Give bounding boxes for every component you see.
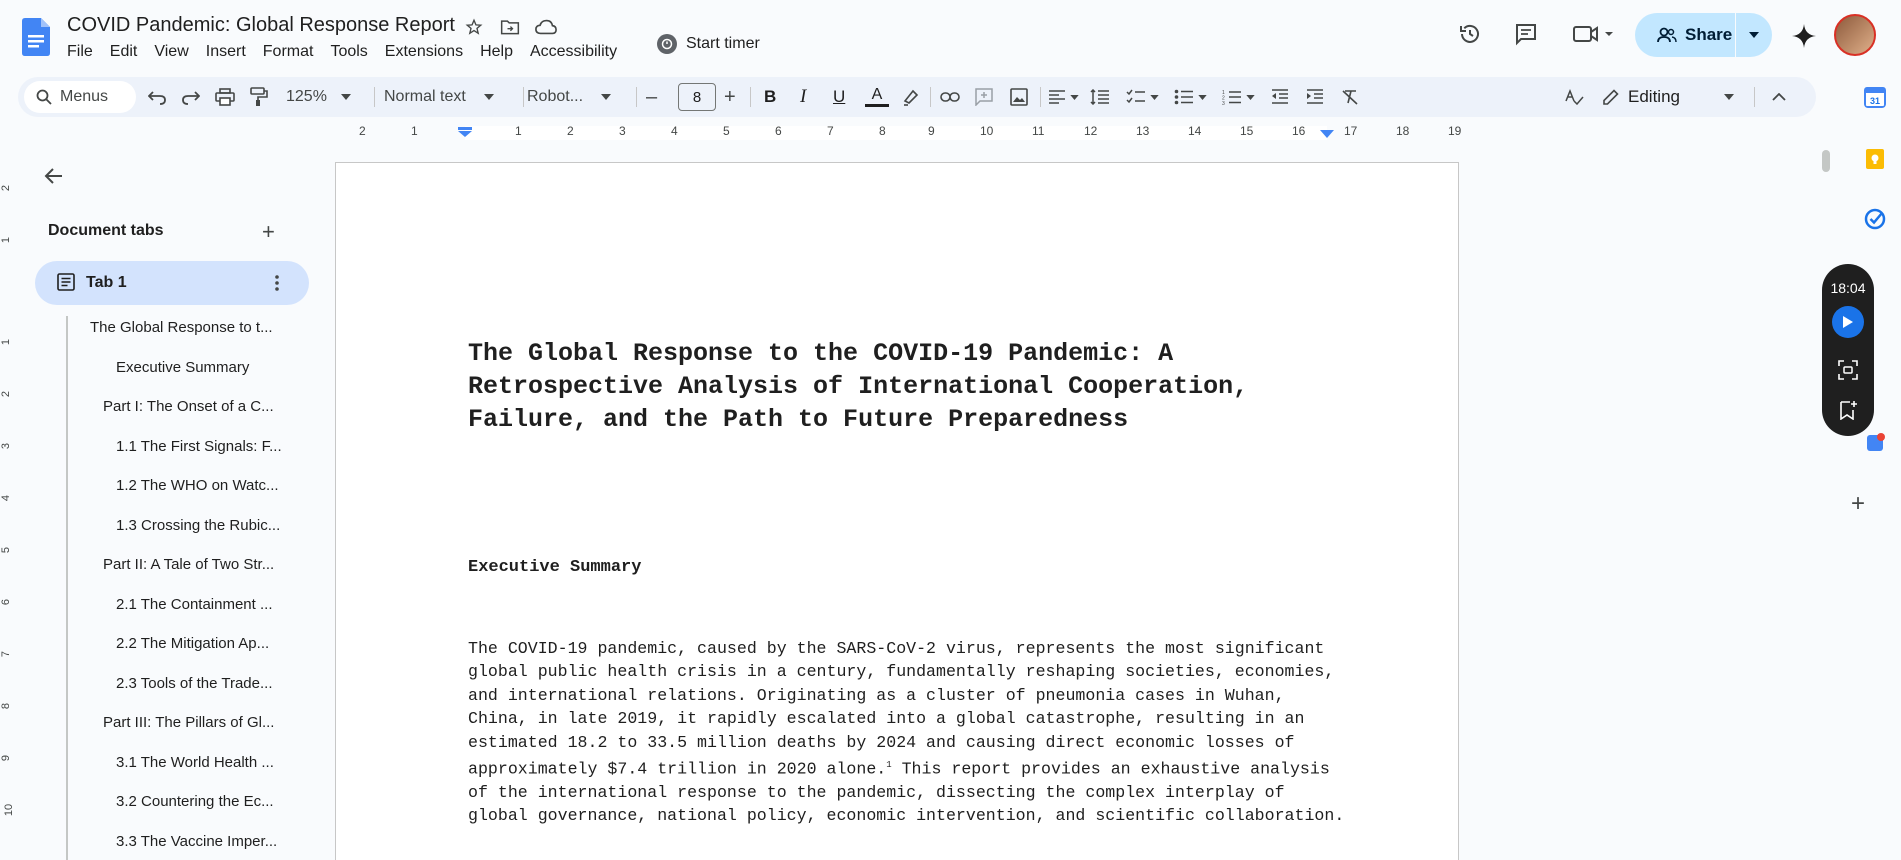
line-spacing-icon[interactable] bbox=[1090, 77, 1110, 117]
menu-view[interactable]: View bbox=[154, 43, 189, 60]
outline-item[interactable]: 1.3 Crossing the Rubic... bbox=[116, 517, 281, 534]
extension-addon-icon[interactable] bbox=[1864, 432, 1886, 454]
decrease-indent-icon[interactable] bbox=[1271, 77, 1289, 117]
move-folder-icon[interactable] bbox=[499, 16, 521, 38]
body-text: The COVID-19 pandemic, caused by the SARS-CoV-2 virus, represents the most significant global public health crisis in a century, fundamentally reshaping societies, economies, and international relations. Originating as a cluster of pneumonia cases in Wuhan, China, in late 2019, it rapidly escalated into a global catastrophe, resulting in an estimated 18.2 to 33.5 million deaths by 2024 and causing direct economic losses of approximately $7.4 trillion in 2020 alone. bbox=[468, 639, 1335, 779]
section-heading: Executive Summary bbox=[468, 558, 642, 577]
font-size-input[interactable]: 8 bbox=[678, 83, 716, 111]
comments-icon[interactable] bbox=[1506, 14, 1546, 54]
ruler-number: 8 bbox=[879, 124, 886, 138]
editing-mode-label: Editing bbox=[1628, 87, 1680, 106]
caret-down-icon bbox=[601, 94, 611, 100]
numbered-list-icon bbox=[1222, 89, 1242, 105]
document-title[interactable]: COVID Pandemic: Global Response Report bbox=[67, 14, 455, 36]
caret-down-icon bbox=[1070, 95, 1079, 100]
ruler-number: 19 bbox=[1448, 124, 1462, 138]
ruler-number: 5 bbox=[0, 546, 13, 554]
version-history-icon[interactable] bbox=[1450, 14, 1490, 54]
svg-text:2: 2 bbox=[1222, 95, 1225, 102]
ruler-number: 6 bbox=[0, 598, 13, 606]
outline-item[interactable]: Executive Summary bbox=[116, 359, 250, 376]
add-tab-icon[interactable]: + bbox=[262, 219, 275, 244]
editing-mode-select[interactable] bbox=[1602, 77, 1734, 117]
gemini-sparkle-icon[interactable] bbox=[1790, 22, 1818, 50]
caret-down-icon bbox=[1749, 32, 1759, 38]
paragraph-style-value: Normal text bbox=[384, 88, 466, 105]
toolbar-divider bbox=[636, 87, 637, 107]
svg-text:31: 31 bbox=[1870, 96, 1881, 106]
print-icon[interactable] bbox=[215, 77, 235, 117]
caret-down-icon bbox=[1150, 95, 1159, 100]
spelling-check-icon[interactable] bbox=[1564, 77, 1584, 117]
zoom-value: 125% bbox=[286, 88, 327, 105]
ruler-number: 3 bbox=[0, 442, 13, 450]
ruler-number: 12 bbox=[1084, 124, 1098, 138]
screenshot-icon[interactable] bbox=[1838, 360, 1858, 380]
header-actions bbox=[1450, 14, 1622, 54]
menu-extensions[interactable]: Extensions bbox=[384, 43, 464, 60]
ruler-number: 4 bbox=[0, 494, 13, 502]
toolbar-divider bbox=[1754, 87, 1755, 107]
insert-link-icon[interactable] bbox=[940, 77, 960, 117]
decrease-font-size-icon[interactable]: – bbox=[646, 85, 658, 108]
ruler-number: 2 bbox=[567, 124, 574, 138]
right-indent-marker-icon[interactable] bbox=[1320, 130, 1334, 138]
ruler-number: 9 bbox=[928, 124, 935, 138]
ruler-number: 8 bbox=[0, 702, 13, 710]
ruler-number: 2 bbox=[359, 124, 366, 138]
ruler-number: 18 bbox=[1396, 124, 1410, 138]
menu-format[interactable]: Format bbox=[262, 43, 314, 60]
menu-help[interactable]: Help bbox=[480, 43, 513, 60]
document-page[interactable] bbox=[335, 162, 1459, 860]
more-vert-icon[interactable] bbox=[265, 271, 289, 295]
insert-image-icon[interactable] bbox=[1010, 77, 1028, 117]
share-button[interactable] bbox=[1635, 13, 1772, 57]
outline-item[interactable]: 2.3 Tools of the Trade... bbox=[116, 675, 273, 692]
text-color-icon[interactable]: A bbox=[865, 77, 889, 117]
toolbar-divider bbox=[374, 87, 375, 107]
pencil-icon bbox=[1602, 88, 1620, 106]
ruler-number: 3 bbox=[619, 124, 626, 138]
calendar-icon[interactable] bbox=[1864, 86, 1886, 108]
timer-icon bbox=[657, 34, 677, 54]
toolbar-divider bbox=[750, 87, 751, 107]
underline-icon[interactable]: U bbox=[833, 87, 846, 106]
search-menus-label: Menus bbox=[60, 88, 109, 105]
paint-format-icon[interactable] bbox=[250, 77, 268, 117]
tasks-icon[interactable] bbox=[1864, 208, 1886, 230]
highlight-icon[interactable] bbox=[902, 77, 920, 117]
people-icon bbox=[1657, 27, 1677, 43]
outline-guide-line bbox=[66, 316, 68, 860]
menu-bar bbox=[67, 43, 634, 61]
cloud-saved-icon[interactable] bbox=[535, 16, 557, 38]
caret-down-icon bbox=[1724, 94, 1734, 100]
ruler-number: 15 bbox=[1240, 124, 1254, 138]
align-select[interactable] bbox=[1048, 77, 1079, 117]
collapse-menus-icon[interactable] bbox=[1772, 77, 1786, 117]
keep-icon[interactable] bbox=[1864, 148, 1886, 170]
add-comment-icon[interactable] bbox=[975, 77, 993, 117]
toolbar bbox=[18, 77, 1816, 117]
redo-icon[interactable] bbox=[182, 77, 200, 117]
bookmark-add-icon[interactable] bbox=[1838, 400, 1858, 420]
ruler-number: 2 bbox=[0, 390, 13, 398]
outline-item[interactable]: 3.3 The Vaccine Imper... bbox=[116, 833, 278, 850]
zoom-select[interactable] bbox=[286, 77, 351, 117]
share-label: Share bbox=[1685, 25, 1733, 44]
font-family-value: Robot... bbox=[527, 88, 584, 105]
tab-1[interactable] bbox=[35, 261, 309, 305]
numbered-list-select[interactable] bbox=[1222, 77, 1255, 117]
ruler-number: 1 bbox=[0, 338, 13, 346]
vertical-ruler bbox=[0, 150, 18, 860]
start-timer-button[interactable] bbox=[657, 34, 760, 54]
document-heading: The Global Response to the COVID-19 Pandemic: A Retrospective Analysis of International Cooperation, Failure, and the Path to Future Preparedness bbox=[468, 339, 1249, 434]
ruler-number: 16 bbox=[1292, 124, 1306, 138]
horizontal-ruler[interactable] bbox=[335, 120, 1462, 142]
caret-down-icon bbox=[484, 94, 494, 100]
ruler-number: 14 bbox=[1188, 124, 1202, 138]
back-arrow-icon[interactable] bbox=[42, 164, 66, 188]
outline-item[interactable]: Part I: The Onset of a C... bbox=[103, 398, 274, 415]
italic-icon[interactable]: I bbox=[800, 86, 807, 107]
timer-label: Start timer bbox=[686, 35, 760, 52]
body-paragraph bbox=[468, 637, 1348, 828]
title-icons bbox=[463, 16, 557, 38]
outline-item[interactable]: 1.2 The WHO on Watc... bbox=[116, 477, 279, 494]
add-side-app-icon[interactable]: + bbox=[1851, 490, 1866, 517]
share-main[interactable] bbox=[1635, 13, 1735, 57]
meet-icon[interactable] bbox=[1566, 14, 1622, 54]
checklist-select[interactable] bbox=[1126, 77, 1159, 117]
menu-file[interactable]: File bbox=[67, 43, 93, 60]
document-tabs-title: Document tabs bbox=[48, 222, 164, 239]
outline-item[interactable]: 1.1 The First Signals: F... bbox=[116, 438, 282, 455]
outline-item[interactable]: 2.1 The Containment ... bbox=[116, 596, 273, 613]
bulleted-list-select[interactable] bbox=[1174, 77, 1207, 117]
search-icon bbox=[36, 89, 52, 105]
play-icon[interactable] bbox=[1832, 306, 1864, 338]
ruler-number: 13 bbox=[1136, 124, 1150, 138]
outline-item[interactable]: 3.2 Countering the Ec... bbox=[116, 793, 274, 810]
ruler-number: 1 bbox=[515, 124, 522, 138]
svg-text:1: 1 bbox=[1222, 90, 1225, 96]
star-icon[interactable] bbox=[463, 16, 485, 38]
menu-edit[interactable]: Edit bbox=[109, 43, 138, 60]
ruler-number: 9 bbox=[0, 754, 13, 762]
ruler-number: 5 bbox=[723, 124, 730, 138]
undo-icon[interactable] bbox=[148, 77, 166, 117]
toolbar-divider bbox=[1040, 87, 1041, 107]
tab-1-label: Tab 1 bbox=[86, 274, 127, 291]
ruler-number: 1 bbox=[0, 236, 13, 244]
caret-down-icon bbox=[341, 94, 351, 100]
footnote-marker[interactable]: 1 bbox=[886, 760, 892, 771]
ruler-number: 11 bbox=[1032, 124, 1045, 138]
align-left-icon bbox=[1048, 90, 1066, 104]
outline-item[interactable]: 2.2 The Mitigation Ap... bbox=[116, 635, 270, 652]
increase-font-size-icon[interactable]: + bbox=[724, 85, 736, 108]
tab-document-icon bbox=[57, 273, 75, 291]
ruler-number: 1 bbox=[411, 124, 418, 138]
toolbar-divider bbox=[930, 87, 931, 107]
outline-item[interactable]: 3.1 The World Health ... bbox=[116, 754, 274, 771]
outline-item[interactable]: Part III: The Pillars of Gl... bbox=[103, 714, 275, 731]
bulleted-list-icon bbox=[1174, 89, 1194, 105]
bold-icon[interactable]: B bbox=[764, 87, 777, 106]
caret-down-icon bbox=[1198, 95, 1207, 100]
ruler-number: 6 bbox=[775, 124, 782, 138]
ruler-number: 10 bbox=[3, 803, 16, 817]
share-dropdown[interactable] bbox=[1736, 32, 1772, 38]
ruler-number: 7 bbox=[827, 124, 834, 138]
ruler-number: 10 bbox=[980, 124, 994, 138]
body-text-continued: This report provides an exhaustive analysis of the international response to the pandemic, dissecting the complex interplay of global governance, national policy, economic intervention, and scientific collaboration. bbox=[468, 759, 1345, 826]
increase-indent-icon[interactable] bbox=[1306, 77, 1324, 117]
docs-logo-icon[interactable] bbox=[22, 18, 50, 56]
search-menus-input[interactable] bbox=[24, 81, 136, 113]
checklist-icon bbox=[1126, 89, 1146, 105]
caret-down-icon bbox=[1246, 95, 1255, 100]
toolbar-divider bbox=[523, 87, 524, 107]
document-tabs-sidebar bbox=[26, 150, 326, 860]
menu-tools[interactable]: Tools bbox=[330, 43, 368, 60]
ruler-number: 17 bbox=[1344, 124, 1358, 138]
menu-insert[interactable]: Insert bbox=[205, 43, 246, 60]
clear-formatting-icon[interactable] bbox=[1341, 77, 1359, 117]
scrollbar-thumb[interactable] bbox=[1822, 150, 1830, 172]
outline-item[interactable]: The Global Response to t... bbox=[90, 319, 273, 336]
svg-text:3: 3 bbox=[1222, 101, 1225, 105]
ruler-number: 7 bbox=[0, 650, 13, 658]
left-indent-marker-icon[interactable] bbox=[458, 127, 472, 137]
timer-widget bbox=[1822, 264, 1874, 436]
outline-item[interactable]: Part II: A Tale of Two Str... bbox=[103, 556, 275, 573]
paragraph-style-select[interactable] bbox=[384, 77, 494, 117]
widget-time: 18:04 bbox=[1830, 280, 1866, 296]
ruler-number: 2 bbox=[0, 184, 13, 192]
ruler-number: 4 bbox=[671, 124, 678, 138]
menu-accessibility[interactable]: Accessibility bbox=[529, 43, 618, 60]
font-family-select[interactable] bbox=[527, 77, 611, 117]
